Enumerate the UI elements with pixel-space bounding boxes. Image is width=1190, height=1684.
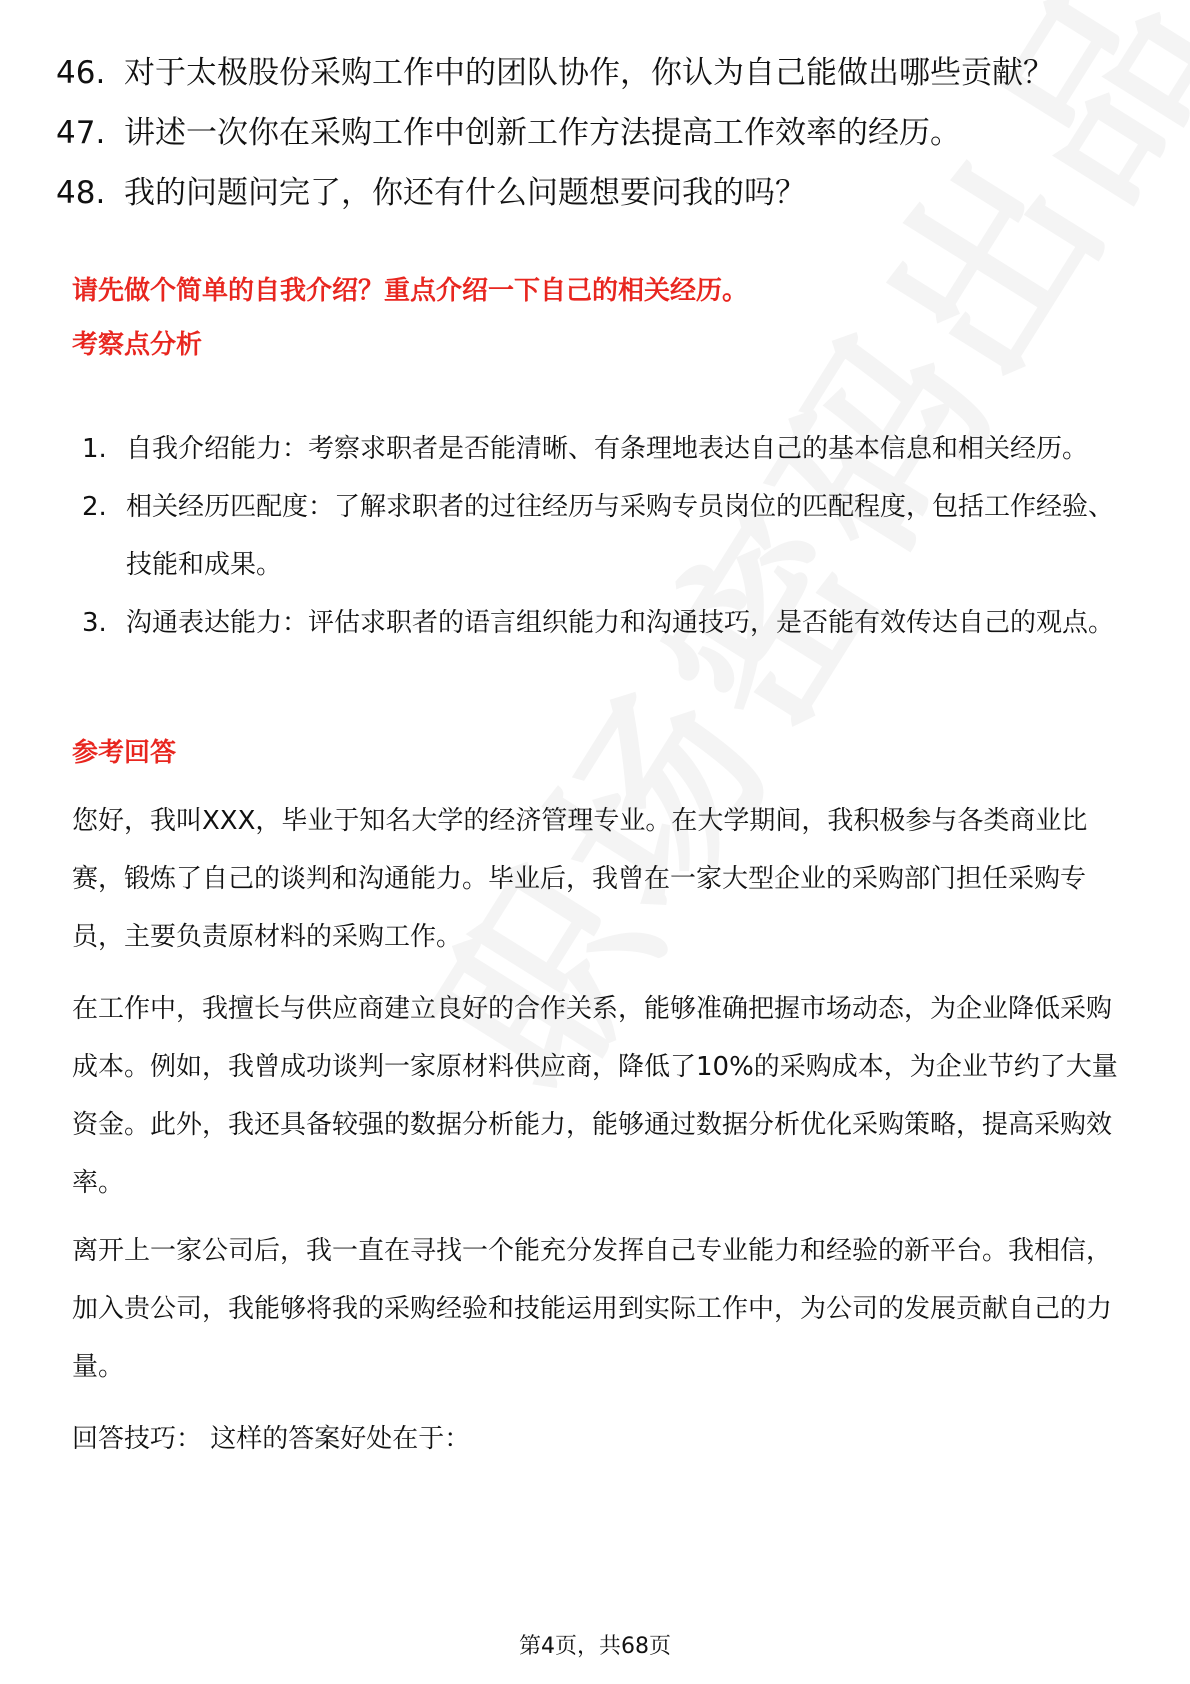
question-list xyxy=(56,54,1116,234)
page-number: 第4页，共68页 xyxy=(519,1634,671,1659)
list-item-number: 2. xyxy=(82,492,107,522)
answer-paragraph: 离开上一家公司后，我一直在寻找一个能充分发挥自己专业能力和经验的新平台。我相信，加入贵公司，我能够将我的采购经验和技能运用到实际工作中，为公司的发展贡献自己的力量。 xyxy=(72,1236,1113,1382)
answer-heading: 参考回答 xyxy=(72,738,177,768)
list-item xyxy=(56,114,1116,152)
list-item xyxy=(82,420,1122,478)
answer-tips: 回答技巧： 这样的答案好处在于： xyxy=(72,1424,471,1454)
list-item xyxy=(82,478,1122,594)
list-item xyxy=(56,54,1116,92)
list-item-number: 47. xyxy=(56,115,106,151)
question-heading: 请先做个简单的自我介绍？重点介绍一下自己的相关经历。 xyxy=(72,276,749,306)
list-item-number: 1. xyxy=(82,434,107,464)
analysis-heading: 考察点分析 xyxy=(72,330,203,360)
list-item xyxy=(56,174,1116,212)
list-item-text: 对于太极股份采购工作中的团队协作，你认为自己能做出哪些贡献？ xyxy=(124,55,1054,91)
list-item-text: 我的问题问完了，你还有什么问题想要问我的吗？ xyxy=(124,175,806,211)
list-item-text: 讲述一次你在采购工作中创新工作方法提高工作效率的经历。 xyxy=(124,115,961,151)
list-item-number: 3. xyxy=(82,608,107,638)
answer-paragraph: 在工作中，我擅长与供应商建立良好的合作关系，能够准确把握市场动态，为企业降低采购成本。例如，我曾成功谈判一家原材料供应商，降低了10%的采购成本，为企业节约了大量资金。此外，我还具备较强的数据分析能力，能够通过数据分析优化采购策略，提高采购效率。 xyxy=(72,994,1118,1198)
answer-paragraph: 您好，我叫XXX，毕业于知名大学的经济管理专业。在大学期间，我积极参与各类商业比赛，锻炼了自己的谈判和沟通能力。毕业后，我曾在一家大型企业的采购部门担任采购专员，主要负责原材料的采购工作。 xyxy=(72,806,1088,952)
list-item-number: 46. xyxy=(56,55,106,91)
list-item-text: 沟通表达能力：评估求职者的语言组织能力和沟通技巧，是否能有效传达自己的观点。 xyxy=(126,608,1115,638)
list-item-number: 48. xyxy=(56,175,106,211)
list-item xyxy=(82,594,1122,652)
list-item-text: 相关经历匹配度：了解求职者的过往经历与采购专员岗位的匹配程度，包括工作经验、技能和成果。 xyxy=(126,492,1115,580)
list-item-text: 自我介绍能力：考察求职者是否能清晰、有条理地表达自己的基本信息和相关经历。 xyxy=(126,434,1089,464)
analysis-list xyxy=(82,420,1122,652)
